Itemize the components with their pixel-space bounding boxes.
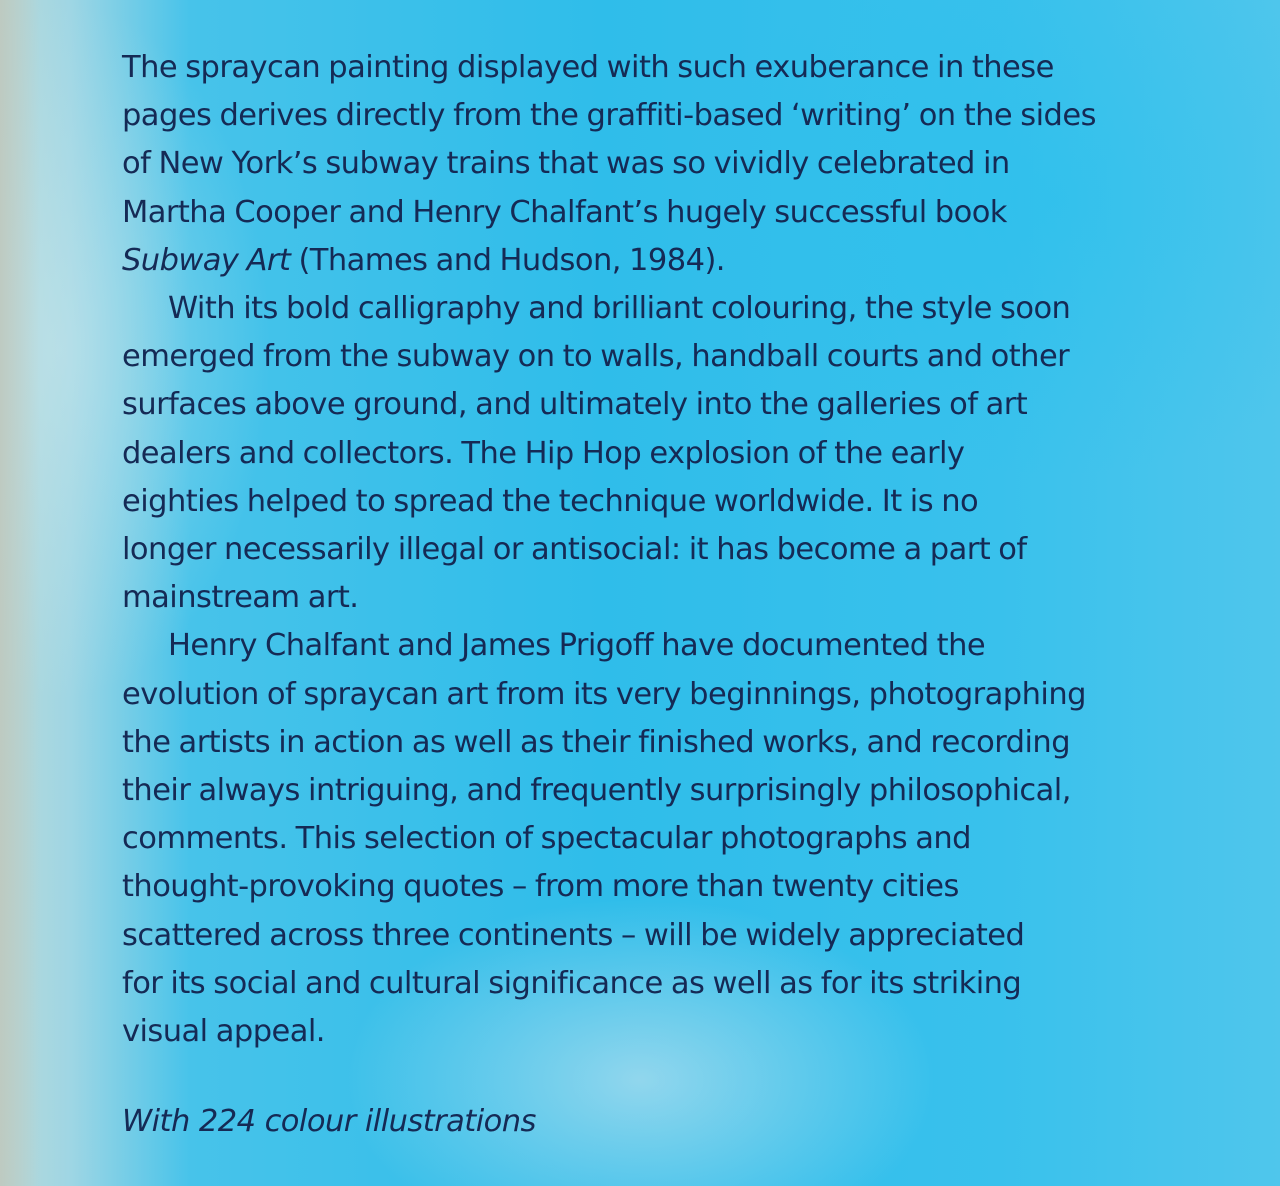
- text-line: eighties helped to spread the technique worldwide. It is no: [122, 483, 979, 519]
- text-line: Henry Chalfant and James Prigoff have documented the: [168, 628, 986, 664]
- text-line: dealers and collectors. The Hip Hop explosion of the early: [122, 435, 965, 471]
- book-title: Subway Art: [122, 242, 291, 278]
- text-line: pages derives directly from the graffiti-based ‘writing’ on the sides: [122, 98, 1096, 134]
- text-line: their always intriguing, and frequently surprisingly philosophical,: [122, 773, 1071, 809]
- paragraph-3: [122, 622, 1242, 1056]
- text-line: surfaces above ground, and ultimately into the galleries of art: [122, 387, 1028, 423]
- paragraph-1: [122, 44, 1242, 285]
- text-line: evolution of spraycan art from its very beginnings, photographing: [122, 676, 1086, 712]
- text-line: the artists in action as well as their finished works, and recording: [122, 724, 1071, 760]
- text-line: longer necessarily illegal or antisocial: it has become a part of: [122, 532, 1027, 568]
- text-line: Martha Cooper and Henry Chalfant’s hugely successful book: [122, 194, 1007, 230]
- text-line: [122, 237, 1242, 285]
- text-line: visual appeal.: [122, 1014, 325, 1050]
- text-line: mainstream art.: [122, 580, 359, 616]
- text-line: comments. This selection of spectacular photographs and: [122, 821, 971, 857]
- text-line: scattered across three continents – will be widely appreciated: [122, 917, 1025, 953]
- cover-edge: [0, 0, 40, 1186]
- cover-blurb: [122, 44, 1242, 1056]
- text-line: of New York’s subway trains that was so vividly celebrated in: [122, 146, 1010, 182]
- text-line: With its bold calligraphy and brilliant colouring, the style soon: [168, 291, 1071, 327]
- text-line: The spraycan painting displayed with such exuberance in these: [122, 50, 1054, 85]
- book-citation: (Thames and Hudson, 1984).: [290, 242, 725, 278]
- text-line: thought-provoking quotes – from more than twenty cities: [122, 869, 959, 905]
- illustrations-note: With 224 colour illustrations: [122, 1104, 536, 1139]
- text-line: for its social and cultural significance as well as for its striking: [122, 965, 1022, 1001]
- text-line: emerged from the subway on to walls, handball courts and other: [122, 339, 1070, 375]
- paragraph-2: [122, 285, 1242, 622]
